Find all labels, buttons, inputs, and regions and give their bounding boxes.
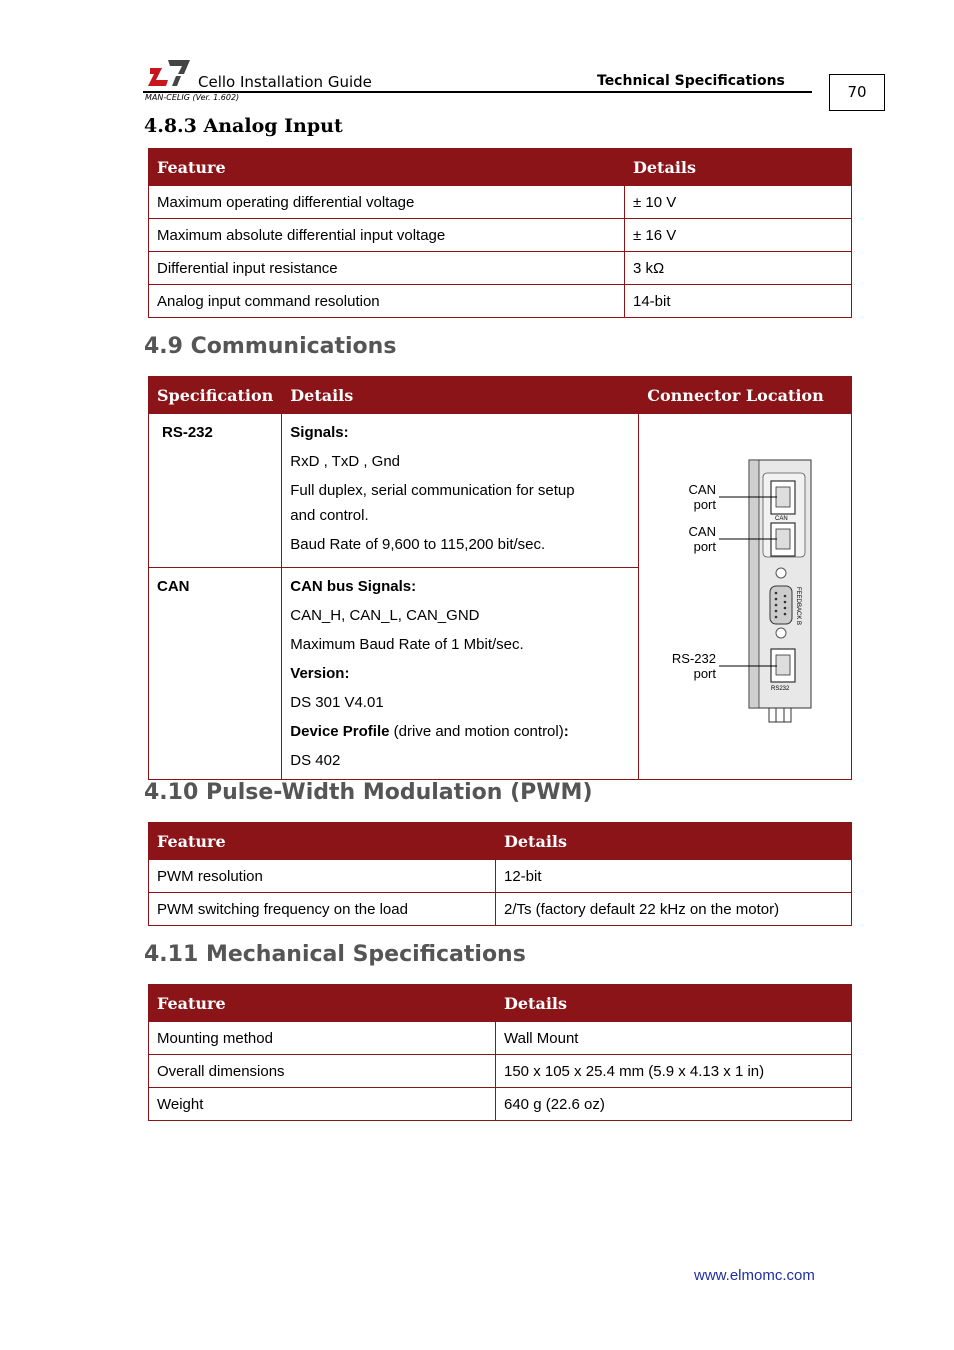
page-number: 70 xyxy=(829,74,885,111)
can-port-label-1: CAN xyxy=(688,481,717,497)
pwm-table xyxy=(148,822,852,926)
table-cell: 640 g (22.6 oz) xyxy=(496,1088,852,1121)
spec-cell: RS-232 xyxy=(149,414,282,568)
signals-value: RxD , TxD , Gnd xyxy=(290,453,401,470)
connector-location-cell xyxy=(639,414,852,780)
table-cell: 3 kΩ xyxy=(625,252,852,285)
table-row xyxy=(149,186,852,219)
table-row xyxy=(149,219,852,252)
column-header: Feature xyxy=(149,149,625,186)
table-cell: ± 10 V xyxy=(625,186,852,219)
version-label: Version: xyxy=(290,665,350,682)
device-profile-line xyxy=(290,719,630,744)
table-cell: Mounting method xyxy=(149,1022,496,1055)
table-cell: Analog input command resolution xyxy=(149,285,625,318)
table-row xyxy=(149,1088,852,1121)
column-header: Connector Location xyxy=(639,377,852,414)
table-row xyxy=(149,252,852,285)
mechanical-table xyxy=(148,984,852,1121)
spec-cell: CAN xyxy=(149,568,282,780)
table-cell: 12-bit xyxy=(496,860,852,893)
rs232-port-label: RS-232 xyxy=(672,650,717,666)
table-cell: Weight xyxy=(149,1088,496,1121)
table-cell: Differential input resistance xyxy=(149,252,625,285)
heading-mechanical: 4.11 Mechanical Specifications xyxy=(144,942,526,967)
table-cell: 150 x 105 x 25.4 mm (5.9 x 4.13 x 1 in) xyxy=(496,1055,852,1088)
device-profile-value: DS 402 xyxy=(290,752,341,769)
communications-table xyxy=(148,376,852,780)
table-cell: PWM switching frequency on the load xyxy=(149,893,496,926)
table-row xyxy=(149,285,852,318)
panel-can-label: CAN xyxy=(775,515,788,522)
table-cell: 14-bit xyxy=(625,285,852,318)
device-profile-suffix: (drive and motion control) xyxy=(389,723,564,740)
column-header: Details xyxy=(625,149,852,186)
device-profile-colon: : xyxy=(563,723,569,740)
document-version: MAN-CELIG (Ver. 1.602) xyxy=(145,93,240,102)
table-cell: 2/Ts (factory default 22 kHz on the motor) xyxy=(496,893,852,926)
column-header: Feature xyxy=(149,823,496,860)
details-cell xyxy=(282,414,639,568)
panel-feedback-label: FEEDBACK B xyxy=(795,586,802,625)
column-header: Details xyxy=(496,985,852,1022)
details-cell xyxy=(282,568,639,780)
rs232-port-label-b: port xyxy=(693,665,717,681)
table-cell: ± 16 V xyxy=(625,219,852,252)
signals-label: Signals: xyxy=(290,424,349,441)
website-link[interactable]: www.elmomc.com xyxy=(694,1267,815,1284)
can-signals-value: CAN_H, CAN_L, CAN_GND xyxy=(290,607,480,624)
table-row xyxy=(149,1022,852,1055)
table-cell: PWM resolution xyxy=(149,860,496,893)
elmo-logo xyxy=(148,58,190,88)
table-row xyxy=(149,893,852,926)
table-cell: Maximum operating differential voltage xyxy=(149,186,625,219)
table-cell: Wall Mount xyxy=(496,1022,852,1055)
column-header: Specification xyxy=(149,377,282,414)
connector-diagram xyxy=(639,423,845,771)
analog-input-table xyxy=(148,148,852,318)
table-cell: Overall dimensions xyxy=(149,1055,496,1088)
header-rule xyxy=(143,91,812,93)
heading-communications: 4.9 Communications xyxy=(144,334,397,359)
table-cell: Maximum absolute differential input voltage xyxy=(149,219,625,252)
version-value: DS 301 V4.01 xyxy=(290,694,384,711)
heading-analog-input: 4.8.3 Analog Input xyxy=(144,115,343,137)
document-title: Cello Installation Guide xyxy=(198,73,372,91)
can-signals-label: CAN bus Signals: xyxy=(290,578,417,595)
table-row xyxy=(149,1055,852,1088)
column-header: Details xyxy=(496,823,852,860)
column-header: Details xyxy=(282,377,639,414)
description-text: Full duplex, serial communication for setup and control. xyxy=(290,482,575,524)
table-row-rs232 xyxy=(149,414,852,568)
panel-rs232-label: RS232 xyxy=(771,685,790,692)
can-port-label-2b: port xyxy=(693,538,717,554)
table-row xyxy=(149,860,852,893)
can-port-label-1b: port xyxy=(693,496,717,512)
heading-pwm: 4.10 Pulse-Width Modulation (PWM) xyxy=(144,780,593,805)
section-name: Technical Specifications xyxy=(597,73,785,89)
baud-rate-text: Baud Rate of 9,600 to 115,200 bit/sec. xyxy=(290,536,546,553)
can-baud-rate: Maximum Baud Rate of 1 Mbit/sec. xyxy=(290,636,524,653)
device-profile-label: Device Profile xyxy=(290,723,390,740)
can-port-label-2: CAN xyxy=(688,523,717,539)
column-header: Feature xyxy=(149,985,496,1022)
table-header-row xyxy=(149,149,852,186)
table-header-row xyxy=(149,377,852,414)
table-header-row xyxy=(149,985,852,1022)
table-header-row xyxy=(149,823,852,860)
